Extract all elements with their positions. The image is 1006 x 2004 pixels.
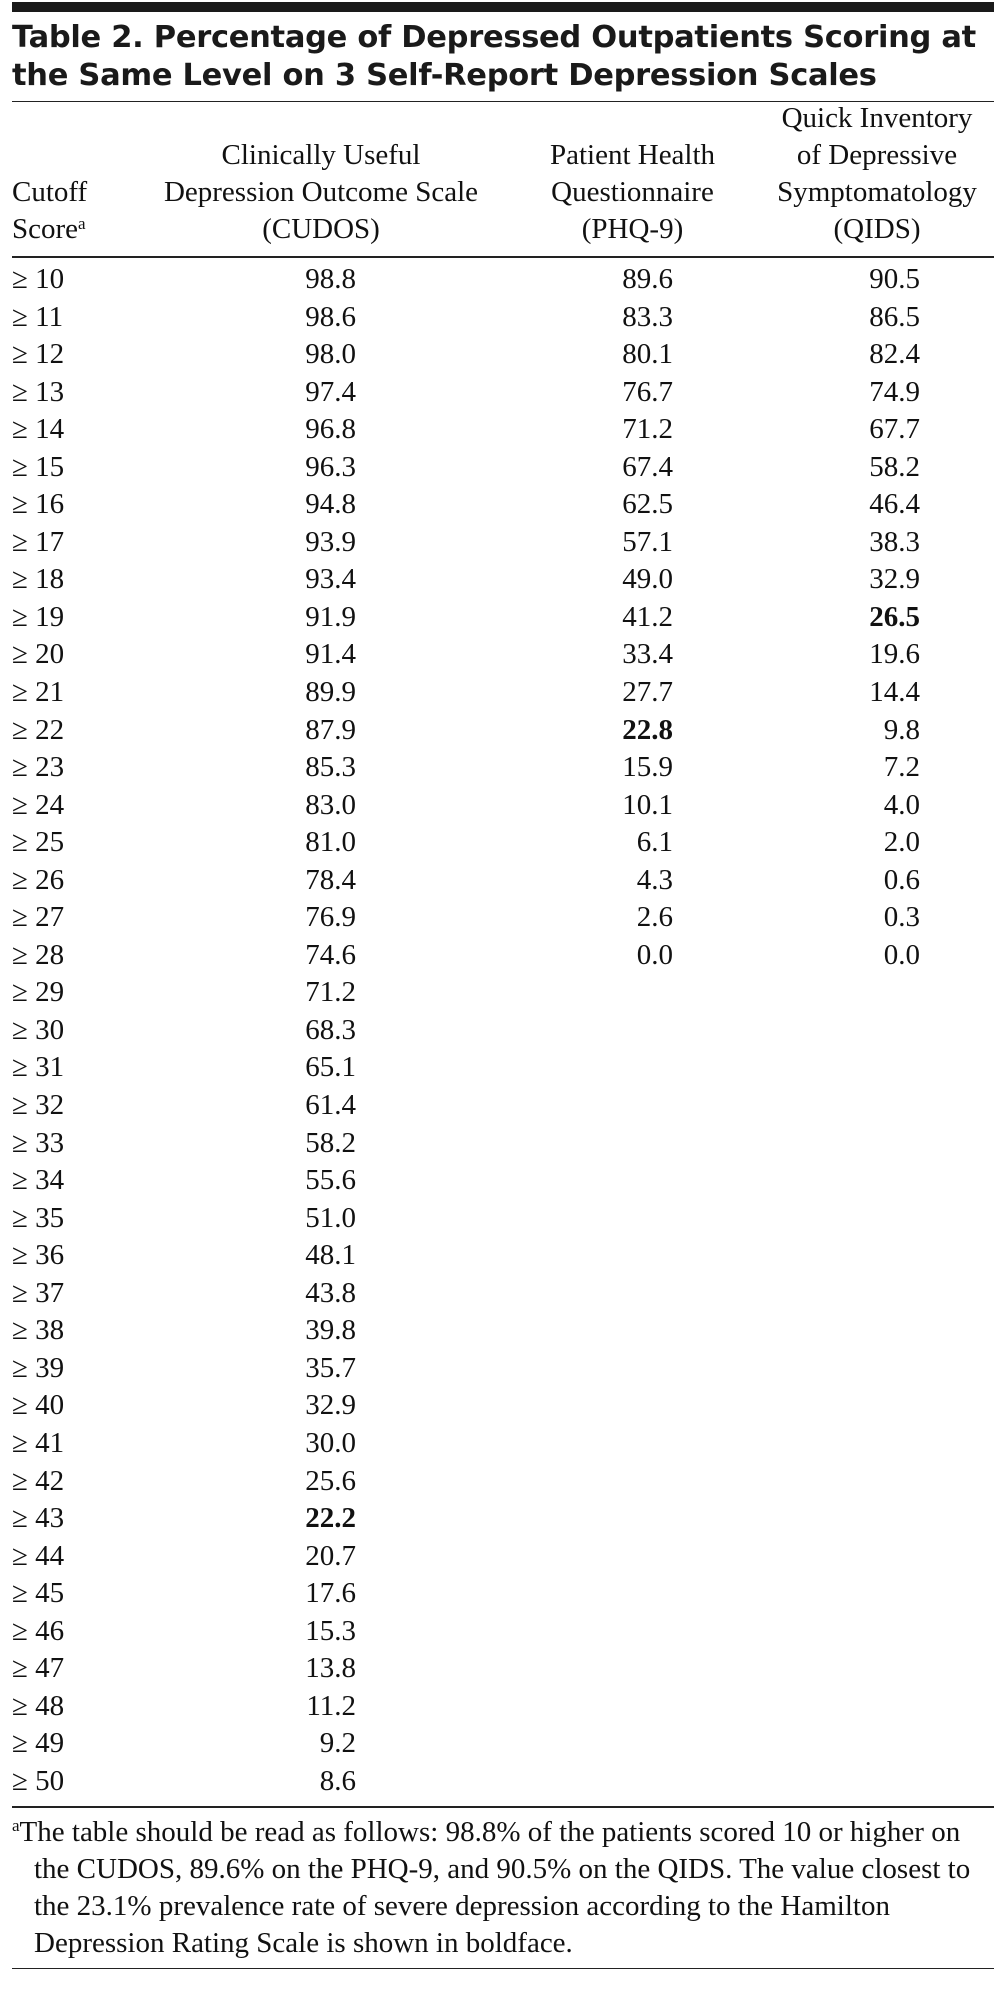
- header-phq9-line: Questionnaire: [551, 176, 714, 208]
- cell-cudos: 98.0: [305, 338, 356, 371]
- cell-qids: 58.2: [869, 450, 920, 483]
- cell-cudos: 81.0: [305, 826, 356, 859]
- cell-cudos: 94.8: [305, 488, 356, 521]
- cell-cutoff: ≥ 44: [12, 1539, 65, 1572]
- table-row: [12, 636, 994, 674]
- cell-cutoff: ≥ 22: [12, 713, 65, 746]
- cell-cudos: 85.3: [305, 751, 356, 784]
- cell-phq9: 33.4: [622, 638, 673, 671]
- cell-cudos: 43.8: [305, 1276, 356, 1309]
- cell-cudos: 65.1: [305, 1051, 356, 1084]
- cell-cutoff: ≥ 32: [12, 1089, 65, 1122]
- cell-cutoff: ≥ 13: [12, 375, 65, 408]
- table-row: [12, 1237, 994, 1275]
- cell-cutoff: ≥ 43: [12, 1502, 65, 1535]
- table-row: [12, 1500, 994, 1538]
- cell-phq9: 6.1: [636, 826, 673, 859]
- header-cudos-line: (CUDOS): [262, 213, 380, 245]
- table-row: [12, 261, 994, 299]
- cell-cutoff: ≥ 11: [12, 300, 64, 333]
- cell-cudos: 87.9: [305, 713, 356, 746]
- cell-qids: 86.5: [869, 300, 920, 333]
- table-row: [12, 749, 994, 787]
- header-phq9: [507, 137, 758, 248]
- cell-phq9: 71.2: [622, 413, 673, 446]
- cell-cudos: 71.2: [305, 976, 356, 1009]
- cell-phq9: 49.0: [622, 563, 673, 596]
- cell-cudos: 91.4: [305, 638, 356, 671]
- cell-cutoff: ≥ 16: [12, 488, 65, 521]
- cell-cudos: 89.9: [305, 676, 356, 709]
- cell-cutoff: ≥ 18: [12, 563, 65, 596]
- cell-cutoff: ≥ 50: [12, 1764, 65, 1797]
- cell-qids: 67.7: [869, 413, 920, 446]
- cell-cutoff: ≥ 38: [12, 1314, 65, 1347]
- cell-cutoff: ≥ 14: [12, 413, 65, 446]
- table-row: [12, 1425, 994, 1463]
- cell-cutoff: ≥ 42: [12, 1464, 65, 1497]
- cell-qids: 0.3: [883, 901, 920, 934]
- table-row: [12, 449, 994, 487]
- cell-cudos: 91.9: [305, 600, 356, 633]
- cell-cutoff: ≥ 40: [12, 1389, 65, 1422]
- table-row: [12, 787, 994, 825]
- table-row: [12, 1688, 994, 1726]
- table-row: [12, 1200, 994, 1238]
- table-row: [12, 1538, 994, 1576]
- cell-cudos: 55.6: [305, 1164, 356, 1197]
- table-row: [12, 1763, 994, 1801]
- header-phq9-line: Patient Health: [549, 139, 716, 171]
- table-row: [12, 1049, 994, 1087]
- table-row: [12, 1387, 994, 1425]
- cell-phq9: 76.7: [622, 375, 673, 408]
- cell-phq9: 57.1: [622, 525, 673, 558]
- cell-cudos: 58.2: [305, 1126, 356, 1159]
- table-row: [12, 1162, 994, 1200]
- table-row: [12, 674, 994, 712]
- cell-qids: 7.2: [883, 751, 920, 784]
- header-phq9-line: (PHQ-9): [581, 213, 684, 245]
- top-rule: [12, 2, 994, 12]
- table-row: [12, 524, 994, 562]
- cell-cutoff: ≥ 21: [12, 676, 65, 709]
- table-row: [12, 974, 994, 1012]
- cell-qids: 82.4: [869, 338, 920, 371]
- footnote-marker: a: [78, 214, 86, 233]
- table-row: [12, 1125, 994, 1163]
- cell-cutoff: ≥ 37: [12, 1276, 65, 1309]
- table-row: [12, 824, 994, 862]
- cell-phq9: 41.2: [622, 600, 673, 633]
- cell-cudos: 96.3: [305, 450, 356, 483]
- cell-cudos: 13.8: [305, 1652, 356, 1685]
- table-row: [12, 1725, 994, 1763]
- cell-qids: 19.6: [869, 638, 920, 671]
- cell-phq9: 67.4: [622, 450, 673, 483]
- cell-cudos: 48.1: [305, 1239, 356, 1272]
- cell-qids: 26.5: [869, 600, 920, 633]
- table-row: [12, 1312, 994, 1350]
- cell-qids: 0.6: [883, 863, 920, 896]
- table-row: [12, 862, 994, 900]
- table-row: [12, 486, 994, 524]
- cell-cutoff: ≥ 26: [12, 863, 65, 896]
- cell-cutoff: ≥ 10: [12, 263, 65, 295]
- table-row: [12, 599, 994, 637]
- cell-cudos: 25.6: [305, 1464, 356, 1497]
- footnote-text: The table should be read as follows: 98.8% of the patients scored 10 or higher on the CUDOS, 89.6% on the PHQ-9, and 90.5% on the QIDS. The value closest to the 23.1% prevalence rate of severe depression according to the Hamilton Depression Rating Scale is shown in boldface.: [19, 1816, 971, 1960]
- table-title: Table 2. Percentage of Depressed Outpatients Scoring at the Same Level on 3 Self-Report Depression Scales: [12, 20, 976, 93]
- cell-qids: 4.0: [883, 788, 920, 821]
- table-row: [12, 561, 994, 599]
- cell-cudos: 15.3: [305, 1614, 356, 1647]
- table-row: [12, 299, 994, 337]
- table-row: [12, 1575, 994, 1613]
- header-qids-line: Symptomatology: [777, 176, 977, 208]
- cell-cudos: 93.4: [305, 563, 356, 596]
- cell-qids: 90.5: [869, 263, 920, 295]
- cell-cutoff: ≥ 17: [12, 525, 65, 558]
- header-cudos: [135, 137, 507, 248]
- cell-cudos: 96.8: [305, 413, 356, 446]
- cell-cutoff: ≥ 45: [12, 1577, 65, 1610]
- cell-cutoff: ≥ 39: [12, 1351, 65, 1384]
- cell-phq9: 4.3: [636, 863, 673, 896]
- cell-cudos: 74.6: [305, 938, 356, 971]
- cell-cutoff: ≥ 28: [12, 938, 65, 971]
- header-qids-line: Quick Inventory: [781, 102, 973, 134]
- table-row: [12, 1463, 994, 1501]
- cell-cutoff: ≥ 41: [12, 1426, 65, 1459]
- cell-cudos: 9.2: [319, 1727, 356, 1760]
- cell-phq9: 22.8: [622, 713, 673, 746]
- cell-cudos: 30.0: [305, 1426, 356, 1459]
- header-qids-line: of Depressive: [796, 139, 958, 171]
- cell-phq9: 2.6: [636, 901, 673, 934]
- cell-cutoff: ≥ 46: [12, 1614, 65, 1647]
- cell-cutoff: ≥ 30: [12, 1013, 65, 1046]
- table-row: [12, 1350, 994, 1388]
- cell-cutoff: ≥ 24: [12, 788, 65, 821]
- body-rule: [12, 1806, 994, 1808]
- cell-cudos: 8.6: [319, 1764, 356, 1797]
- cell-cutoff: ≥ 12: [12, 338, 65, 371]
- cell-cutoff: ≥ 48: [12, 1689, 65, 1722]
- footnote-marker: a: [12, 1816, 20, 1836]
- cell-qids: 0.0: [883, 938, 920, 971]
- cell-cudos: 93.9: [305, 525, 356, 558]
- cell-cutoff: ≥ 35: [12, 1201, 65, 1234]
- cell-cudos: 35.7: [305, 1351, 356, 1384]
- cell-cutoff: ≥ 36: [12, 1239, 65, 1272]
- cell-cudos: 98.8: [305, 263, 356, 295]
- cell-qids: 9.8: [883, 713, 920, 746]
- cell-qids: 2.0: [883, 826, 920, 859]
- cell-cudos: 76.9: [305, 901, 356, 934]
- cell-phq9: 27.7: [622, 676, 673, 709]
- cell-cutoff: ≥ 47: [12, 1652, 65, 1685]
- cell-phq9: 89.6: [622, 263, 673, 295]
- cell-cudos: 97.4: [305, 375, 356, 408]
- cell-qids: 46.4: [869, 488, 920, 521]
- table-figure: [12, 0, 994, 1969]
- cell-cutoff: ≥ 31: [12, 1051, 65, 1084]
- table-row: [12, 1087, 994, 1125]
- table-header: [12, 102, 994, 256]
- cell-cudos: 39.8: [305, 1314, 356, 1347]
- header-cudos-line: Clinically Useful: [221, 139, 421, 171]
- cell-cudos: 51.0: [305, 1201, 356, 1234]
- cell-cutoff: ≥ 19: [12, 600, 65, 633]
- cell-cudos: 78.4: [305, 863, 356, 896]
- cell-phq9: 10.1: [622, 788, 673, 821]
- cell-cutoff: ≥ 27: [12, 901, 65, 934]
- cell-phq9: 62.5: [622, 488, 673, 521]
- cell-cutoff: ≥ 25: [12, 826, 65, 859]
- cell-cudos: 17.6: [305, 1577, 356, 1610]
- table-row: [12, 1650, 994, 1688]
- cell-cudos: 68.3: [305, 1013, 356, 1046]
- cell-cudos: 98.6: [305, 300, 356, 333]
- table-row: [12, 374, 994, 412]
- cell-qids: 38.3: [869, 525, 920, 558]
- cell-cudos: 20.7: [305, 1539, 356, 1572]
- cell-phq9: 83.3: [622, 300, 673, 333]
- table-row: [12, 899, 994, 937]
- cell-cutoff: ≥ 15: [12, 450, 65, 483]
- cell-cutoff: ≥ 23: [12, 751, 65, 784]
- table-row: [12, 1012, 994, 1050]
- cell-cutoff: ≥ 20: [12, 638, 65, 671]
- cell-cudos: 11.2: [306, 1689, 356, 1722]
- header-qids-line: (QIDS): [833, 213, 921, 245]
- table-row: [12, 411, 994, 449]
- table-row: [12, 937, 994, 975]
- header-rule: [12, 256, 994, 258]
- cell-cudos: 32.9: [305, 1389, 356, 1422]
- header-qids: [760, 100, 994, 248]
- cell-cudos: 61.4: [305, 1089, 356, 1122]
- table-row: [12, 1613, 994, 1651]
- table-body: [12, 261, 994, 1800]
- cell-cutoff: ≥ 33: [12, 1126, 65, 1159]
- table-row: [12, 712, 994, 750]
- table-footnote: [12, 1814, 994, 1962]
- cell-phq9: 0.0: [636, 938, 673, 971]
- cell-qids: 14.4: [869, 676, 920, 709]
- cell-cutoff: ≥ 49: [12, 1727, 65, 1760]
- table-row: [12, 1275, 994, 1313]
- cell-cudos: 83.0: [305, 788, 356, 821]
- header-cudos-line: Depression Outcome Scale: [163, 176, 479, 208]
- cell-cudos: 22.2: [305, 1502, 356, 1535]
- header-cutoff: [12, 174, 87, 248]
- bottom-rule: [12, 1968, 994, 1969]
- header-cutoff-line: Score$^a$: [12, 213, 86, 245]
- cell-phq9: 80.1: [622, 338, 673, 371]
- cell-phq9: 15.9: [622, 751, 673, 784]
- cell-qids: 74.9: [869, 375, 920, 408]
- header-cutoff-line: Cutoff: [12, 176, 88, 208]
- cell-cutoff: ≥ 29: [12, 976, 65, 1009]
- table-row: [12, 336, 994, 374]
- cell-cutoff: ≥ 34: [12, 1164, 65, 1197]
- cell-qids: 32.9: [869, 563, 920, 596]
